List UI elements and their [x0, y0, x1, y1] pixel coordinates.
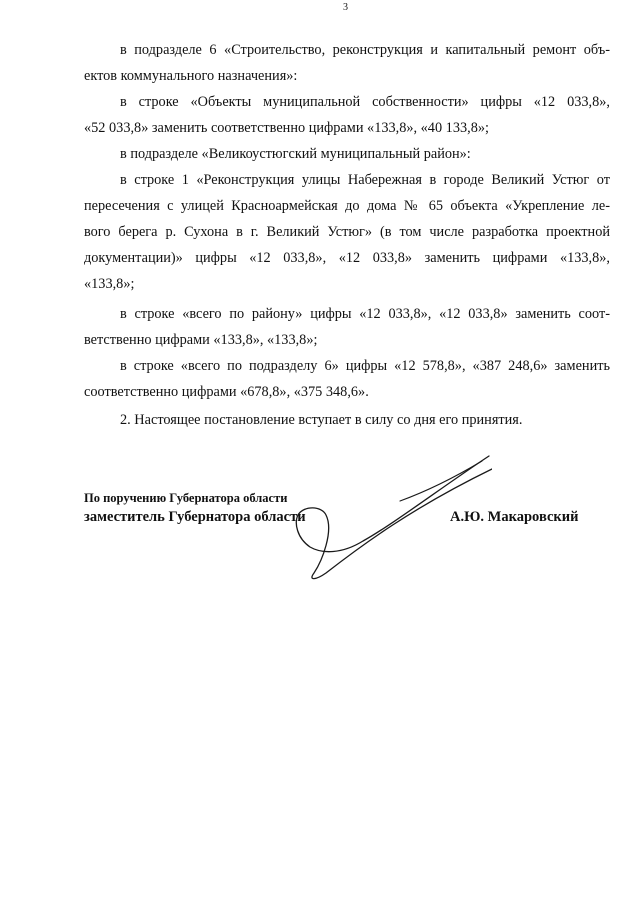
handwritten-signature [292, 453, 492, 583]
paragraph-effective-date [84, 407, 610, 433]
signatory-name: А.Ю. Макаровский [450, 509, 579, 525]
text-line: «52 033,8» заменить соответственно цифрами «133,8», «40 133,8»; [84, 120, 489, 136]
paragraph-subsection-6 [84, 37, 610, 89]
text-line: документации)» цифры «12 033,8», «12 033,8» заменить цифрами «133,8», [84, 250, 610, 266]
text-line: ектов коммунального назначения»: [84, 68, 298, 84]
page-number: 3 [343, 2, 348, 13]
text-line: пересечения с улицей Красноармейская до дома № 65 объекта «Укрепление ле- [84, 198, 610, 214]
text-line: 2. Настоящее постановление вступает в силу со дня его принятия. [120, 412, 523, 428]
text-line: соответственно цифрами «678,8», «375 348,6». [84, 384, 369, 400]
paragraph-district-total [84, 301, 610, 353]
text-line: вого берега р. Сухона в г. Великий Устюг» (в том числе разработка проектной [84, 224, 610, 240]
paragraph-municipal-property [84, 89, 610, 141]
text-line: в строке «Объекты муниципальной собственности» цифры «12 033,8», [120, 94, 610, 110]
text-line: в подразделе 6 «Строительство, реконструкция и капитальный ремонт объ- [120, 42, 610, 58]
text-line: «133,8»; [84, 276, 135, 292]
paragraph-row-1-reconstruction [84, 167, 610, 297]
paragraph-subsection-total [84, 353, 610, 405]
text-line: в строке «всего по району» цифры «12 033,8», «12 033,8» заменить соот- [120, 306, 610, 322]
paragraph-velikoustyug-district [84, 141, 610, 167]
signatory-position: заместитель Губернатора области [84, 509, 306, 525]
signature-stroke [296, 456, 492, 579]
text-line: ветственно цифрами «133,8», «133,8»; [84, 332, 318, 348]
text-line: в строке 1 «Реконструкция улицы Набережная в городе Великий Устюг от [120, 172, 610, 188]
text-line: в подразделе «Великоустюгский муниципальный район»: [120, 146, 471, 162]
signature-authority-line: По поручению Губернатора области [84, 491, 288, 505]
text-line: в строке «всего по подразделу 6» цифры «12 578,8», «387 248,6» заменить [120, 358, 610, 374]
